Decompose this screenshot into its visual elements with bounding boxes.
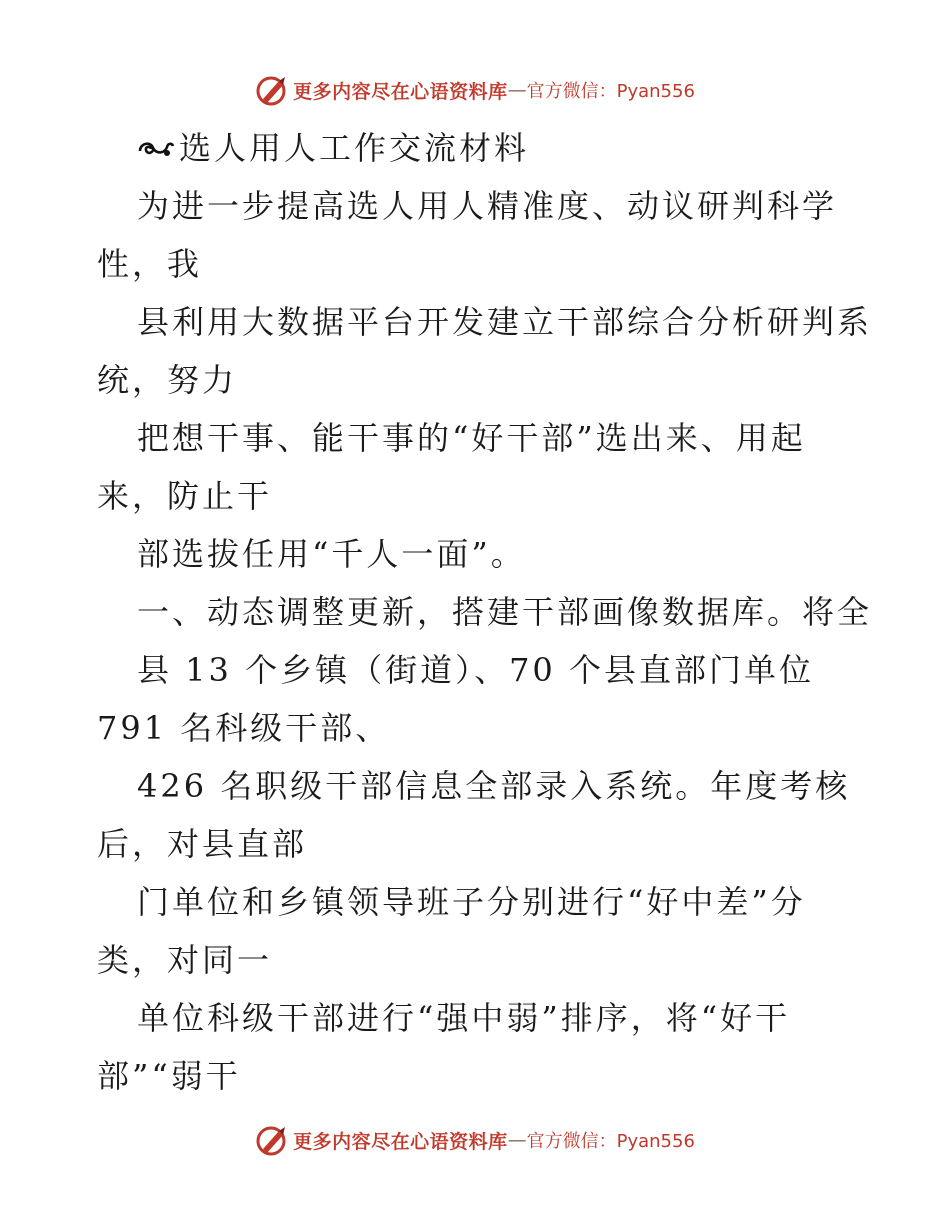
body-line: 县 13 个乡镇（街道）、70 个县直部门单位	[137, 651, 814, 689]
body-line: 县利用大数据平台开发建立干部综合分析研判系	[137, 303, 873, 341]
document-title	[137, 128, 529, 168]
body-line: 部选拔任用“千人一面”。	[137, 535, 526, 573]
body-line: 门单位和乡镇领导班子分别进行“好中差”分	[137, 883, 806, 921]
body-line: 单位科级干部进行“强中弱”排序，将“好干	[137, 999, 791, 1037]
body-line: 426 名职级干部信息全部录入系统。年度考核	[137, 767, 851, 805]
body-line: 为进一步提高选人用人精准度、动议研判科学	[137, 187, 838, 225]
header-banner	[0, 70, 950, 110]
banner-wechat-text: 官方微信：Pyan556	[526, 1131, 695, 1152]
body-line: 791 名科级干部、	[97, 709, 391, 747]
body-line: 类，对同一	[97, 941, 273, 979]
body-line: 性，我	[97, 245, 203, 283]
banner-brand-text: 更多内容尽在心语资料库	[293, 80, 508, 103]
footer-banner	[0, 1120, 950, 1160]
body-line: 把想干事、能干事的“好干部”选出来、用起	[137, 419, 806, 457]
section-heading-line: 一、动态调整更新，搭建干部画像数据库。将全	[137, 593, 873, 631]
ornament-bullet-icon	[137, 135, 175, 161]
body-line: 后，对县直部	[97, 825, 308, 863]
body-line: 来，防止干	[97, 477, 273, 515]
pen-logo-icon	[255, 73, 289, 107]
body-line: 统，努力	[97, 361, 238, 399]
title-text: 选人用人工作交流材料	[179, 129, 530, 167]
pen-logo-icon	[255, 1123, 289, 1157]
banner-wechat-text: 官方微信：Pyan556	[526, 81, 695, 102]
banner-brand-text: 更多内容尽在心语资料库	[293, 1130, 508, 1153]
banner-dash: —	[507, 79, 527, 101]
banner-dash: —	[507, 1129, 527, 1151]
body-line: 部”“弱干	[97, 1057, 241, 1095]
